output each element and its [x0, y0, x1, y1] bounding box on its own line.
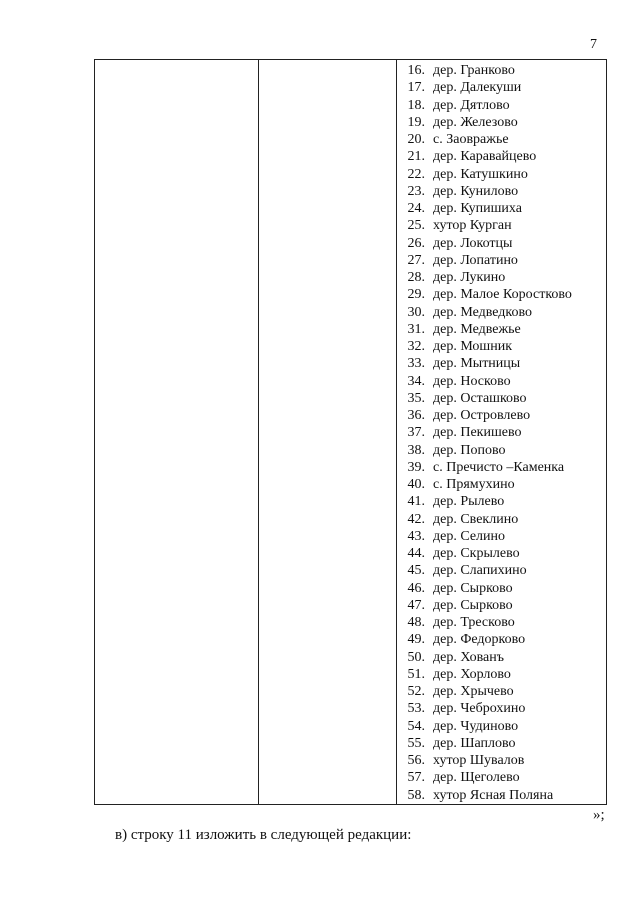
- closing-quote: »;: [593, 807, 605, 823]
- table-column-1: [95, 60, 259, 804]
- settlement-name: дер. Лопатино: [433, 252, 518, 268]
- settlement-name: дер. Островлево: [433, 408, 531, 423]
- settlement-name: дер. Сырково: [433, 597, 513, 613]
- settlement-name: дер. Сырково: [433, 580, 513, 596]
- settlement-name: дер. Пекишево: [433, 425, 522, 441]
- settlement-name: дер. Осташково: [433, 390, 527, 406]
- item-number: 23.: [407, 183, 425, 199]
- settlement-name: дер. Малое Коростково: [433, 287, 572, 303]
- settlement-name: дер. Слапихино: [433, 563, 527, 579]
- list-item: [397, 580, 606, 597]
- list-item: [397, 442, 606, 459]
- item-number: 51.: [407, 666, 425, 682]
- settlement-name: дер. Каравайцево: [433, 149, 537, 165]
- settlement-name: дер. Медвежье: [433, 321, 521, 337]
- list-item: [397, 200, 606, 217]
- list-item: [397, 286, 606, 303]
- item-number: 20.: [407, 132, 425, 147]
- list-item: [397, 321, 606, 338]
- table-column-2: [259, 60, 397, 804]
- item-number: 43.: [407, 528, 425, 544]
- settlement-name: дер. Мытницы: [433, 356, 521, 372]
- item-number: 22.: [407, 166, 425, 182]
- list-item: [397, 304, 606, 321]
- item-number: 24.: [407, 201, 425, 216]
- item-number: 37.: [407, 425, 425, 441]
- settlement-name: дер. Селино: [433, 528, 506, 544]
- settlement-name: дер. Чеброхино: [433, 701, 526, 717]
- list-item: [397, 373, 606, 390]
- list-item: [397, 787, 606, 804]
- settlement-name: дер. Носково: [433, 373, 511, 389]
- settlements-table: [94, 59, 607, 805]
- list-item: [397, 769, 606, 786]
- item-number: 46.: [407, 580, 425, 596]
- settlement-name: дер. Кунилово: [433, 183, 519, 199]
- settlement-name: дер. Купишиха: [433, 201, 522, 216]
- list-item: [397, 528, 606, 545]
- list-item: [397, 424, 606, 441]
- settlement-name: дер. Скрылево: [433, 546, 520, 561]
- settlement-name: хутор Ясная Поляна: [433, 787, 554, 803]
- settlement-name: дер. Щеголево: [433, 770, 520, 786]
- item-number: 32.: [407, 339, 425, 354]
- list-item: [397, 252, 606, 269]
- settlement-name: дер. Мошник: [433, 339, 513, 354]
- list-item: [397, 183, 606, 200]
- list-item: [397, 217, 606, 234]
- list-item: [397, 62, 606, 79]
- list-item: [397, 597, 606, 614]
- item-number: 21.: [407, 149, 425, 165]
- list-item: [397, 338, 606, 355]
- settlement-name: с. Заовражье: [433, 132, 509, 147]
- list-item: [397, 476, 606, 493]
- item-number: 41.: [407, 494, 425, 510]
- item-number: 35.: [407, 390, 425, 406]
- item-number: 58.: [407, 787, 425, 803]
- settlement-name: дер. Катушкино: [433, 166, 528, 182]
- settlement-name: дер. Локотцы: [433, 235, 513, 251]
- list-item: [397, 752, 606, 769]
- settlement-name: дер. Гранково: [433, 63, 515, 78]
- item-number: 36.: [407, 408, 425, 423]
- item-number: 27.: [407, 252, 425, 268]
- item-number: 52.: [407, 684, 425, 699]
- settlement-name: с. Прямухино: [433, 477, 515, 492]
- item-number: 56.: [407, 753, 425, 768]
- list-item: [397, 235, 606, 252]
- settlement-name: дер. Шаплово: [433, 735, 516, 751]
- settlement-name: дер. Железово: [433, 114, 518, 130]
- item-number: 38.: [407, 442, 425, 458]
- list-item: [397, 114, 606, 131]
- item-number: 55.: [407, 735, 425, 751]
- settlement-name: дер. Хрычево: [433, 684, 514, 699]
- item-number: 30.: [407, 304, 425, 320]
- settlement-name: дер. Дятлово: [433, 97, 510, 113]
- list-item: [397, 511, 606, 528]
- settlement-name: дер. Чудиново: [433, 718, 519, 734]
- settlement-name: дер. Хорлово: [433, 666, 511, 682]
- item-number: 29.: [407, 287, 425, 303]
- item-number: 17.: [407, 80, 425, 96]
- settlement-name: с. Пречисто –Каменка: [433, 459, 565, 475]
- settlement-name: хутор Курган: [433, 218, 512, 234]
- settlement-name: дер. Рылево: [433, 494, 505, 510]
- item-number: 45.: [407, 563, 425, 579]
- item-number: 50.: [407, 649, 425, 665]
- list-item: [397, 166, 606, 183]
- item-number: 40.: [407, 477, 425, 492]
- item-number: 25.: [407, 218, 425, 234]
- list-item: [397, 545, 606, 562]
- list-item: [397, 631, 606, 648]
- item-number: 48.: [407, 615, 425, 630]
- list-item: [397, 562, 606, 579]
- item-number: 53.: [407, 701, 425, 717]
- item-number: 16.: [407, 63, 425, 78]
- list-item: [397, 269, 606, 286]
- item-number: 47.: [407, 597, 425, 613]
- settlement-name: дер. Свеклино: [433, 511, 519, 527]
- item-number: 26.: [407, 235, 425, 251]
- list-item: [397, 131, 606, 148]
- list-item: [397, 355, 606, 372]
- item-number: 44.: [407, 546, 425, 561]
- list-item: [397, 97, 606, 114]
- settlement-name: дер. Тресково: [433, 615, 515, 630]
- list-item: [397, 649, 606, 666]
- settlement-name: дер. Лукино: [433, 270, 506, 285]
- settlements-list: [397, 60, 606, 804]
- item-number: 33.: [407, 356, 425, 372]
- item-number: 57.: [407, 770, 425, 786]
- settlement-name: дер. Попово: [433, 442, 506, 458]
- settlement-name: хутор Шувалов: [433, 753, 525, 768]
- list-item: [397, 407, 606, 424]
- item-number: 28.: [407, 270, 425, 285]
- list-item: [397, 735, 606, 752]
- item-number: 34.: [407, 373, 425, 389]
- settlement-name: дер. Федорково: [433, 632, 526, 648]
- item-number: 39.: [407, 459, 425, 475]
- item-number: 18.: [407, 97, 425, 113]
- list-item: [397, 459, 606, 476]
- item-number: 49.: [407, 632, 425, 648]
- settlement-name: дер. Медведково: [433, 304, 533, 320]
- list-item: [397, 390, 606, 407]
- item-number: 31.: [407, 321, 425, 337]
- item-number: 54.: [407, 718, 425, 734]
- list-item: [397, 666, 606, 683]
- list-item: [397, 683, 606, 700]
- settlement-name: дер. Хованъ: [433, 649, 504, 665]
- list-item: [397, 718, 606, 735]
- list-item: [397, 700, 606, 717]
- page-number: 7: [590, 37, 597, 52]
- list-item: [397, 148, 606, 165]
- list-item: [397, 79, 606, 96]
- item-number: 42.: [407, 511, 425, 527]
- list-item: [397, 614, 606, 631]
- list-item: [397, 493, 606, 510]
- settlement-name: дер. Далекуши: [433, 80, 522, 96]
- instruction-text: в) строку 11 изложить в следующей редакции:: [115, 827, 412, 843]
- item-number: 19.: [407, 114, 425, 130]
